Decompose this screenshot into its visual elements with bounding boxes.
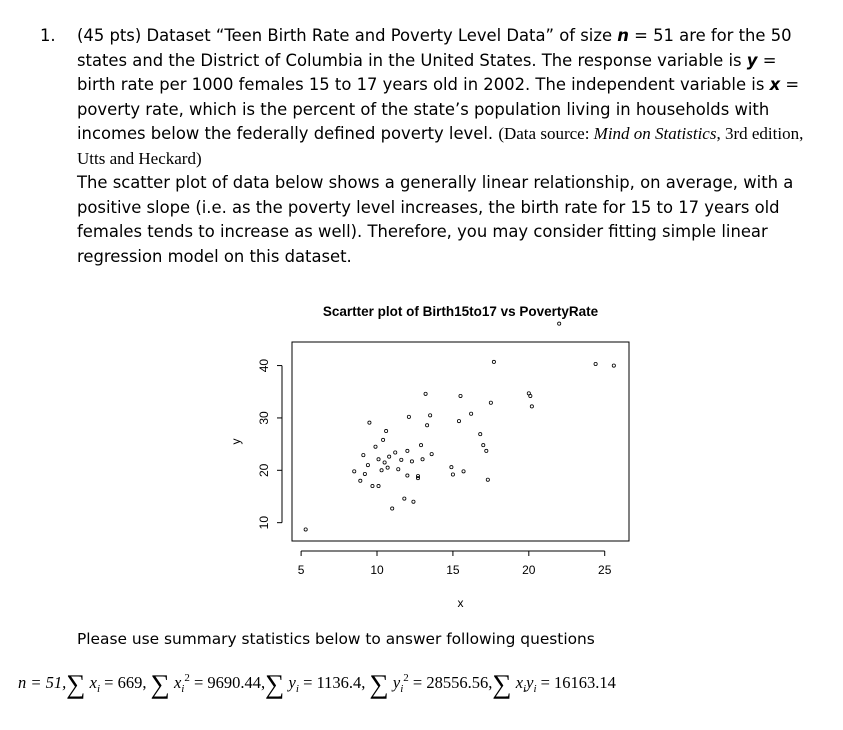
data-point: [429, 414, 432, 417]
data-point: [479, 433, 482, 436]
sigma-symbol: ∑: [265, 669, 285, 699]
data-point: [416, 477, 419, 480]
intro-text: Dataset “Teen Birth Rate and Poverty Level Data” of size: [146, 26, 613, 45]
data-point: [397, 468, 400, 471]
data-point: [381, 438, 384, 441]
question-paragraph-2: The scatter plot of data below shows a generally linear relationship, on average, with a positive slope (i.e. as the poverty level increases, the birth rate for 15 to 17 years old females tends to increase as well). Therefore, you may consider fitting simple linear regression model on this dataset.: [77, 173, 794, 266]
index-subscript: i: [400, 683, 404, 695]
index-subscript: i: [295, 683, 299, 695]
data-point: [359, 479, 362, 482]
question-body: [77, 24, 810, 269]
stat-sum-x: = 669,: [100, 673, 147, 692]
stat-sum-x2-var: x: [173, 673, 182, 692]
data-point: [530, 405, 533, 408]
data-point: [362, 454, 365, 457]
y-axis-label: y: [229, 438, 243, 445]
data-point: [304, 528, 307, 531]
chart-title: Scartter plot of Birth15to17 vs PovertyRate: [322, 304, 599, 319]
data-point: [371, 484, 374, 487]
x-axis-label: x: [457, 596, 464, 610]
n-text: = 51 are for the 50 states and the District of Columbia in the United States. The response variable is: [77, 26, 792, 70]
data-point: [424, 392, 427, 395]
data-point: [391, 507, 394, 510]
n-symbol: n: [617, 26, 629, 45]
data-point: [374, 445, 377, 448]
stat-n: n = 51,: [18, 673, 67, 692]
x-tick-label: 25: [598, 563, 612, 577]
data-point: [400, 458, 403, 461]
data-point: [426, 424, 429, 427]
stat-sum-y: = 1136.4,: [298, 673, 366, 692]
question-points: (45 pts): [77, 26, 142, 45]
summary-statistics: [18, 669, 828, 699]
data-point: [485, 449, 488, 452]
data-point: [410, 460, 413, 463]
source-suffix: , 3rd edition, Utts and Heckard): [77, 124, 804, 168]
data-point: [594, 362, 597, 365]
index-subscript: i: [533, 683, 537, 695]
data-point: [421, 458, 424, 461]
data-point: [385, 429, 388, 432]
question-paragraph-1: [77, 24, 810, 171]
stat-sum-y2: = 28556.56,: [408, 673, 493, 692]
data-point: [451, 473, 454, 476]
x-text: = poverty rate, which is the percent of the state’s population living in households with incomes below the federally defined poverty level.: [77, 75, 800, 143]
stat-sum-y-var: y: [288, 673, 296, 692]
data-point: [430, 452, 433, 455]
data-point: [394, 451, 397, 454]
data-point: [470, 412, 473, 415]
source-prefix: (Data source:: [498, 124, 590, 143]
data-point: [403, 497, 406, 500]
data-point: [363, 472, 366, 475]
data-point: [377, 484, 380, 487]
data-point: [462, 470, 465, 473]
sigma-symbol: ∑: [369, 669, 389, 699]
data-point: [412, 500, 415, 503]
sigma-symbol: ∑: [66, 669, 86, 699]
data-point: [558, 322, 561, 325]
sigma-symbol: ∑: [150, 669, 170, 699]
index-subscript: i: [523, 683, 527, 695]
data-point: [457, 419, 460, 422]
stat-sum-x-var: x: [89, 673, 97, 692]
source-title: Mind on Statistics: [593, 124, 717, 143]
data-point: [353, 470, 356, 473]
data-point: [388, 455, 391, 458]
x-symbol: x: [769, 75, 781, 94]
data-point: [368, 421, 371, 424]
square-superscript: 2: [184, 672, 190, 684]
data-point: [383, 461, 386, 464]
data-point: [380, 469, 383, 472]
sigma-symbol: ∑: [492, 669, 512, 699]
stat-sum-x2: = 9690.44,: [189, 673, 266, 692]
y-symbol: y: [746, 50, 758, 70]
y-tick-label: 40: [257, 358, 271, 373]
x-tick-label: 10: [370, 563, 384, 577]
scatter-plot: [220, 296, 640, 616]
x-tick-label: 20: [522, 563, 536, 577]
x-tick-label: 5: [297, 563, 305, 577]
plot-frame: [292, 342, 629, 541]
y-tick-label: 20: [257, 463, 271, 477]
data-point: [489, 401, 492, 404]
question-1: [40, 24, 810, 269]
data-point: [482, 444, 485, 447]
y-tick-label: 30: [257, 411, 271, 425]
y-tick-label: 10: [257, 515, 271, 530]
data-point: [529, 394, 532, 397]
stat-sum-y2-var: y: [392, 673, 401, 692]
square-superscript: 2: [403, 672, 409, 684]
question-number: 1.: [40, 26, 56, 45]
data-point: [612, 364, 615, 367]
data-point: [406, 449, 409, 452]
data-point: [459, 394, 462, 397]
data-point: [492, 360, 495, 363]
x-tick-label: 15: [446, 563, 460, 577]
data-point: [366, 463, 369, 466]
data-point: [386, 466, 389, 469]
index-subscript: i: [181, 683, 185, 695]
stat-sum-xy: = 16163.14: [536, 673, 616, 692]
data-point: [486, 478, 489, 481]
data-point: [377, 458, 380, 461]
y-text: = birth rate per 1000 females 15 to 17 years old in 2002. The independent variable is: [77, 50, 777, 94]
stat-sum-xy-var2: y: [526, 673, 534, 692]
summary-prompt: Please use summary statistics below to answer following questions: [77, 630, 595, 648]
data-point: [450, 466, 453, 469]
index-subscript: i: [96, 683, 101, 695]
data-point: [419, 444, 422, 447]
data-point: [407, 415, 410, 418]
data-point: [406, 474, 409, 477]
stat-sum-xy-var1: x: [515, 673, 524, 692]
